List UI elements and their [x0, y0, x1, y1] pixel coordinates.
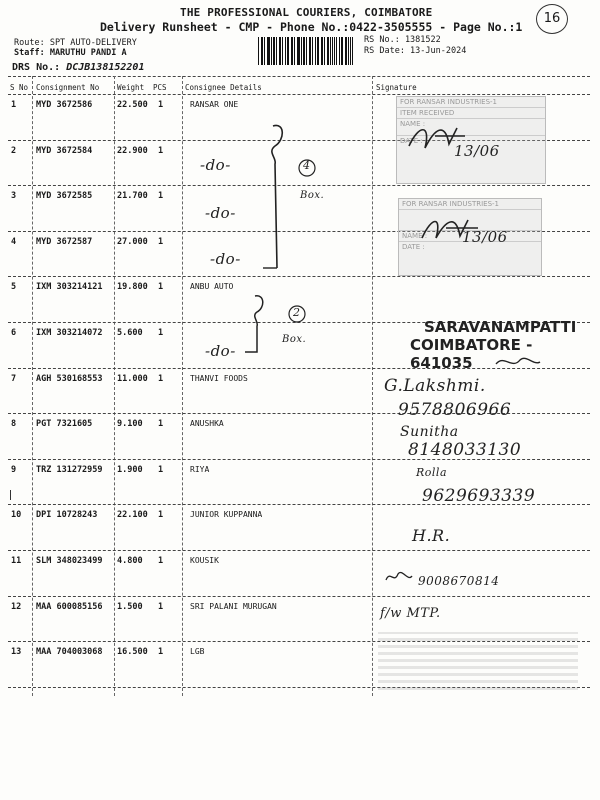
- barcode-bar: [268, 37, 269, 65]
- row-pcs: 1: [158, 236, 164, 247]
- box-label-2: Box.: [282, 334, 307, 345]
- row-consignee: RIYA: [190, 464, 210, 474]
- barcode-bar: [264, 37, 265, 65]
- row-consignment-no: MYD 3672584: [36, 145, 93, 156]
- col-divider: [114, 76, 115, 696]
- row-pcs: 1: [158, 373, 164, 384]
- stamp2-title: FOR RANSAR INDUSTRIES-1: [402, 200, 499, 208]
- row-consignment-no: IXM 303214121: [36, 282, 103, 293]
- row-consignee: RANSAR ONE: [190, 100, 239, 109]
- row-consignment-no: MYD 3672585: [36, 191, 93, 202]
- row-pcs: 1: [158, 145, 164, 156]
- barcode-bar: [304, 37, 305, 65]
- row-consignee: LGB: [190, 647, 205, 657]
- col-header-consignment: Consignment No: [36, 83, 100, 92]
- row-sno: 10: [11, 510, 22, 521]
- row-pcs: 1: [158, 647, 164, 658]
- barcode-bar: [322, 37, 323, 65]
- signature-name-row-7: G.Lakshmi.: [384, 376, 486, 396]
- row-pcs: 1: [158, 191, 164, 202]
- bracket-group-2: [245, 292, 315, 366]
- signature-name-row-8: Sunitha: [400, 424, 459, 440]
- stamp1-date: DATE :: [397, 135, 545, 146]
- row-consignee: SRI PALANI MURUGAN: [190, 601, 277, 611]
- row-sno: 3: [11, 191, 17, 202]
- row-sno: 9: [11, 464, 17, 475]
- row-sno: 6: [11, 328, 17, 338]
- route: Route: SPT AUTO-DELIVERY: [14, 38, 137, 48]
- box-label-1: Box.: [300, 190, 325, 201]
- row-weight: 19.800: [117, 282, 148, 293]
- row-consignee: KOUSIK: [190, 556, 219, 565]
- faded-stamp-row-13: [378, 632, 578, 690]
- row-sno: 12: [11, 601, 22, 612]
- ditto-row-6: -do-: [205, 342, 236, 360]
- row-consignment-no: IXM 303214072: [36, 328, 103, 338]
- row-sno: 1: [11, 100, 17, 110]
- barcode-bar: [282, 37, 283, 65]
- signature-phone-row-8: 8148033130: [408, 440, 522, 460]
- barcode-bar: [292, 37, 293, 65]
- stamp1-name: NAME :: [397, 118, 545, 135]
- col-header-pcs: PCS: [153, 83, 167, 92]
- row-consignee: JUNIOR KUPPANNA: [190, 510, 263, 520]
- row-sno: 4: [11, 236, 17, 247]
- col-header-weight: Weight: [117, 83, 145, 92]
- row-consignment-no: AGH 530168553: [36, 373, 103, 384]
- ditto-row-3: -do-: [205, 204, 236, 222]
- row-pcs: 1: [158, 601, 164, 612]
- row-weight: 5.600: [117, 328, 143, 338]
- row-divider: [8, 596, 590, 597]
- col-header-consignee: Consignee Details: [185, 83, 262, 92]
- row-pcs: 1: [158, 419, 164, 430]
- signature-mark-row-11: [384, 568, 414, 590]
- row-sno: 7: [11, 373, 17, 384]
- row-consignment-no: PGT 7321605: [36, 419, 93, 430]
- row-pcs: 1: [158, 510, 164, 521]
- stamp-coimbatore: COIMBATORE - 641035: [410, 336, 533, 372]
- row-weight: 22.900: [117, 145, 148, 156]
- barcode-bar: [346, 37, 347, 65]
- col-divider: [372, 76, 373, 696]
- col-header-signature: Signature: [376, 83, 417, 92]
- row-sno: 13: [11, 647, 22, 658]
- row-sno: 8: [11, 419, 17, 430]
- row-sno: 5: [11, 282, 17, 293]
- row-weight: 9.100: [117, 419, 143, 430]
- signature-phone-row-9: 9629693339: [422, 486, 536, 506]
- row-pcs: 1: [158, 328, 164, 338]
- row-consignment-no: DPI 10728243: [36, 510, 98, 521]
- row-pcs: 1: [158, 100, 164, 110]
- stamp-saravanampatti: SARAVANAMPATTI: [424, 318, 577, 336]
- barcode: [258, 37, 354, 65]
- stamp2-name: NAME :: [399, 230, 541, 241]
- drs-value: DCJB138152201: [66, 62, 145, 73]
- signature-name-row-9: Rolla: [416, 466, 447, 479]
- rs-date: RS Date: 13-Jun-2024: [364, 46, 467, 56]
- col-divider: [182, 76, 183, 696]
- row-consignment-no: MAA 704003068: [36, 647, 103, 658]
- signature-phone-row-11: 9008670814: [418, 574, 500, 588]
- barcode-bar: [298, 37, 299, 65]
- row-consignment-no: TRZ 131272959: [36, 464, 103, 475]
- drs-label: DRS No.:: [12, 62, 61, 73]
- row-weight: 1.900: [117, 464, 143, 475]
- page-mark: 16: [536, 4, 568, 34]
- row-divider: [8, 550, 590, 551]
- company-title: THE PROFESSIONAL COURIERS, COIMBATORE: [180, 6, 433, 19]
- row-consignment-no: MYD 3672587: [36, 236, 93, 247]
- barcode-bar: [310, 37, 311, 65]
- drs-number: [12, 62, 144, 73]
- barcode-bar: [274, 37, 275, 65]
- row-consignment-no: SLM 348023499: [36, 556, 103, 566]
- barcode-bar: [287, 37, 288, 65]
- stamp1-title: FOR RANSAR INDUSTRIES-1: [400, 98, 497, 106]
- ditto-row-4: -do-: [210, 250, 241, 268]
- row-pcs: 1: [158, 282, 164, 293]
- table-top-border: [8, 76, 590, 77]
- row-consignment-no: MAA 600085156: [36, 601, 103, 612]
- barcode-bar: [339, 37, 340, 65]
- signature-row-12: f/w MTP.: [380, 606, 441, 621]
- row-consignee: THANVI FOODS: [190, 373, 248, 383]
- row-pcs: 1: [158, 556, 164, 566]
- staff: Staff: MARUTHU PANDI A: [14, 48, 127, 58]
- stamp1-line: ITEM RECEIVED: [397, 107, 545, 118]
- signature-row-10: H.R.: [412, 526, 451, 545]
- barcode-bar: [315, 37, 316, 65]
- header-divider: [8, 94, 590, 95]
- row-pcs: 1: [158, 464, 164, 475]
- row-weight: 22.100: [117, 510, 148, 521]
- barcode-bar: [352, 37, 353, 65]
- runsheet-title: Delivery Runsheet - CMP - Phone No.:0422-3505555 - Page No.:1: [100, 20, 523, 34]
- row-consignee: ANBU AUTO: [190, 282, 234, 292]
- row-consignee: ANUSHKA: [190, 419, 224, 429]
- edge-mark: [10, 490, 11, 500]
- row-weight: 22.500: [117, 100, 148, 110]
- date-mark-1: 13/06: [454, 142, 500, 160]
- ditto-row-2: -do-: [200, 156, 231, 174]
- group-count-2: 2: [293, 306, 301, 319]
- row-sno: 11: [11, 556, 22, 566]
- signature-row-5: [494, 352, 544, 376]
- row-weight: 16.500: [117, 647, 148, 658]
- barcode-bar: [334, 37, 335, 65]
- signature-phone-row-7: 9578806966: [398, 400, 512, 420]
- group-count-1: 4: [303, 159, 311, 172]
- row-weight: 27.000: [117, 236, 148, 247]
- barcode-bar: [258, 37, 259, 65]
- row-weight: 11.000: [117, 373, 148, 384]
- date-mark-2: 13/06: [462, 228, 508, 246]
- stamp2-date: DATE :: [399, 241, 541, 252]
- row-consignment-no: MYD 3672586: [36, 100, 93, 110]
- row-weight: 1.500: [117, 601, 143, 612]
- col-divider: [32, 76, 33, 696]
- col-header-sno: S No: [10, 83, 29, 92]
- rs-number: RS No.: 1381522: [364, 35, 441, 45]
- barcode-bar: [328, 37, 329, 65]
- row-weight: 4.800: [117, 556, 143, 566]
- row-sno: 2: [11, 145, 17, 156]
- row-weight: 21.700: [117, 191, 148, 202]
